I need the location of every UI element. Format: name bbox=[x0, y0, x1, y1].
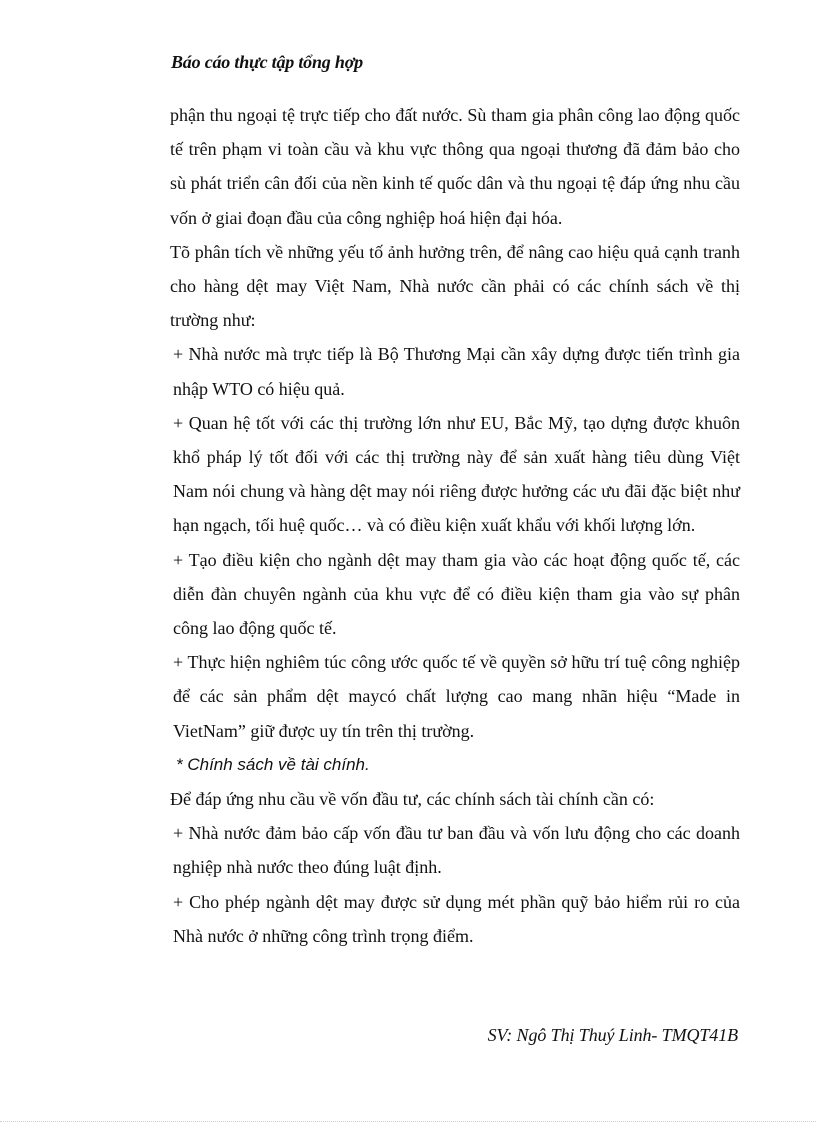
document-header: Báo cáo thực tập tổng hợp bbox=[171, 52, 363, 72]
document-footer: SV: Ngô Thị Thuý Linh- TMQT41B bbox=[487, 1025, 738, 1045]
page-bottom-divider bbox=[0, 1121, 816, 1122]
list-item-international-activities: + Tạo điều kiện cho ngành dệt may tham gia vào các hoạt động quốc tế, các diễn đàn chuyên ngành của khu vực để có điều kiện tham gia vào sự phân công lao động quốc tế. bbox=[173, 549, 740, 639]
list-item-wto: + Nhà nước mà trực tiếp là Bộ Thương Mại cần xây dựng được tiến trình gia nhập WTO có hiệu quả. bbox=[173, 344, 740, 399]
paragraph-continuation: phận thu ngoại tệ trực tiếp cho đất nước. Sù tham gia phân công lao động quốc tế trên phạm vi toàn cầu và khu vực thông qua ngoại thương đã đảm bảo cho sù phát triển cân đối của nền kinh tế quốc dân và thu ngoại tệ đáp ứng nhu cầu vốn ở giai đoạn đầu của công nghiệp hoá hiện đại hóa. bbox=[170, 105, 740, 228]
document-body bbox=[170, 98, 740, 953]
section-heading-finance: * Chính sách về tài chính. bbox=[176, 754, 370, 774]
list-item-intellectual-property: + Thực hiện nghiêm túc công ước quốc tế về quyền sở hữu trí tuệ công nghiệp để các sản phẩm dệt maycó chất lượng cao mang nhãn hiệu “Made in VietNam” giữ được uy tín trên thị trường. bbox=[173, 652, 740, 741]
paragraph-finance-intro: Để đáp ứng nhu cầu về vốn đầu tư, các chính sách tài chính cần có: bbox=[170, 789, 655, 810]
paragraph-market-policy-intro: Tõ phân tích về những yếu tố ảnh hưởng trên, để nâng cao hiệu quả cạnh tranh cho hàng dệt may Việt Nam, Nhà nước cần phải có các chính sách về thị trường như: bbox=[170, 241, 740, 331]
list-item-capital: + Nhà nước đảm bảo cấp vốn đầu tư ban đầu và vốn lưu động cho các doanh nghiệp nhà nước theo đúng luật định. bbox=[173, 823, 740, 878]
list-item-large-markets: + Quan hệ tốt với các thị trường lớn như EU, Bắc Mỹ, tạo dựng được khuôn khổ pháp lý tốt đối với các thị trường này để sản xuất hàng tiêu dùng Việt Nam nói chung và hàng dệt may nói riêng được hưởng các ưu đãi đặc biệt như hạn ngạch, tối huệ quốc… và có điều kiện xuất khẩu với khối lượng lớn. bbox=[173, 412, 740, 536]
list-item-insurance-fund: + Cho phép ngành dệt may được sử dụng mét phần quỹ bảo hiểm rủi ro của Nhà nước ở những công trình trọng điểm. bbox=[173, 891, 740, 946]
